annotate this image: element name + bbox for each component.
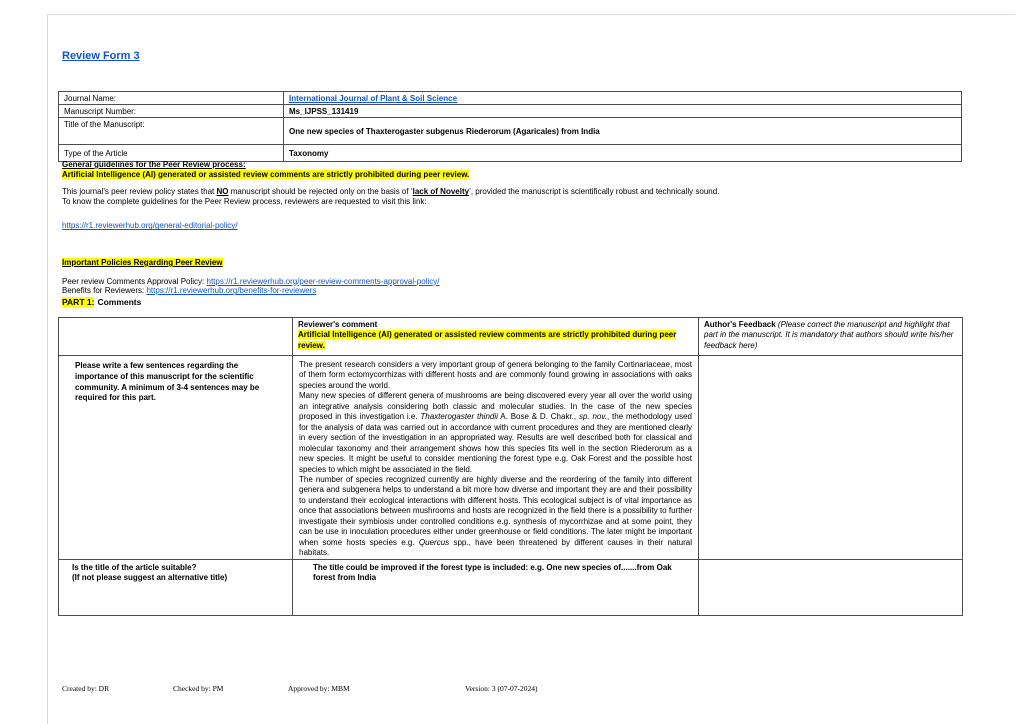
comment-paragraph-2 [299, 391, 692, 475]
part1-title: Comments [97, 297, 142, 307]
author-feedback-header-cell [699, 318, 963, 356]
footer-version: Version: 3 (07-07-2024) [465, 684, 538, 693]
importance-comment-cell [293, 356, 699, 560]
comments-header-row [59, 318, 963, 356]
manuscript-title-row [59, 118, 962, 145]
comment-p2-text: Many new species of different genera of mushrooms are being discovered every year all over the world using an integrative analysis considering both classic and molecular studies. In the case of the new species proposed in this investigation i.e. [299, 391, 692, 422]
benefits-label: Benefits for Reviewers: [62, 286, 147, 296]
general-editorial-policy-link[interactable]: https://r1.reviewerhub.org/general-editorial-policy/ [62, 221, 238, 231]
importance-question: Please write a few sentences regarding the importance of this manuscript for the scientific community. A minimum of 3-4 sentences may be required for this part. [75, 361, 260, 403]
visit-link-instruction: To know the complete guidelines for the Peer Review process, reviewers are requested to visit this link: [62, 196, 427, 206]
comment-p2-rest: , the methodology used for the analysis of data was carried out in accordance with current procedures and they are mentioned clearly in every section of the investigation in an appropriated way. Results are well described both for classical and molecular taxonomy and their arrangement shows how this species fits well in the section Riederorum as a new species. It might be useful to consider mentioning the forest type e.g. Oak Forest and the possible host species to which might be associated in the field. [299, 412, 693, 474]
title-question-line2: (If not please suggest an alternative title) [72, 573, 228, 583]
title-question-line1: Is the title of the article suitable? [72, 562, 197, 572]
footer-checked-by: Checked by: PM [173, 684, 224, 693]
comment-paragraph-3 [299, 475, 692, 559]
title-comment-cell [293, 559, 699, 615]
page-edge-horizontal-line [47, 14, 1015, 15]
author-feedback-cell-1[interactable] [699, 356, 963, 560]
policy-novelty-phrase: lack of Novelty [412, 187, 470, 197]
journal-name-value-cell [284, 92, 962, 105]
title-question-cell [59, 559, 293, 615]
comment-p2-authors: A. Bose & D. Chakr., [497, 412, 579, 422]
policy-statement-mid: manuscript should be rejected only on the basis of ‘ [228, 187, 413, 197]
approval-policy-label: Peer review Comments Approval Policy: [62, 276, 207, 286]
ai-prohibition-line [62, 170, 962, 180]
policy-no-word: NO [216, 187, 229, 197]
manuscript-title-label: Title of the Manuscript: [59, 118, 284, 145]
reviewer-comment-header: Reviewer's comment [298, 320, 378, 329]
title-suitability-row [59, 559, 963, 615]
reviewer-ai-notice-line [298, 330, 693, 351]
article-type-value: Taxonomy [284, 145, 962, 162]
article-type-label: Type of the Article [59, 145, 284, 162]
manuscript-title-value: One new species of Thaxterogaster subgenus Riederorum (Agaricales) from India [284, 118, 962, 145]
comment-p3-rest: spp., have been threatened by different causes in their natural habitats. [299, 537, 692, 558]
important-policies-line [62, 258, 962, 268]
benefits-line [62, 286, 962, 296]
title-comment: The title could be improved if the forest type is included: e.g. One new species of.......from Oak forest from India [313, 562, 672, 583]
benefits-link[interactable]: https://r1.reviewerhub.org/benefits-for-reviewers [146, 286, 317, 296]
sp-nov-italic: sp. nov. [578, 412, 607, 422]
journal-name-row [59, 92, 962, 105]
article-type-row [59, 145, 962, 162]
author-feedback-instructions: (Please correct the manuscript and highlight that part in the manuscript. It is mandatory that authors should write his/her feedback here) [704, 320, 954, 350]
approval-policy-line [62, 277, 962, 287]
manuscript-number-label: Manuscript Number: [59, 105, 284, 118]
species-name-italic: Thaxterogaster thindii [420, 412, 498, 422]
manuscript-info-table [58, 91, 962, 162]
comment-p3-text: The number of species recognized currently are highly diverse and the reordering of the family into different genera and subgenera helps to understand a bit more how diverse and important they are and their possibility to understand their ecological interactions with different hosts. This ecological subject is of vital importance as once that associations between mushrooms and hosts are recognized in the field there is a possibility to further investigate their symbiosis under controlled conditions e.g. synthesis of mycorrhizae and at some point, they can be use in inoculation procedures either under greenhouse or field conditions. The later might be important when some hosts species e.g. [299, 474, 692, 547]
policy-statement-pre: This journal's peer review policy states that [62, 187, 217, 197]
manuscript-number-row [59, 105, 962, 118]
policy-statement [62, 187, 962, 197]
page-edge-vertical-line [47, 14, 48, 724]
guidelines-heading: General guidelines for the Peer Review process: [62, 160, 246, 169]
comment-paragraph-1: The present research considers a very important group of genera belonging to the family Cortinariaceae, most of them form ectomycorrhizas with different hosts and are commonly found growing in associations with oaks species around the world. [299, 360, 692, 390]
quercus-italic: Quercus [418, 537, 450, 547]
manuscript-number-value: Ms_IJPSS_131419 [284, 105, 962, 118]
important-policies-heading: Important Policies Regarding Peer Review [62, 257, 223, 267]
importance-row [59, 356, 963, 560]
approval-policy-link[interactable]: https://r1.reviewerhub.org/peer-review-comments-approval-policy/ [206, 276, 440, 286]
journal-name-label: Journal Name: [59, 92, 284, 105]
author-feedback-header: Author's Feedback [704, 320, 776, 329]
importance-question-cell [59, 356, 293, 560]
header-empty-cell [59, 318, 293, 356]
guidelines-section [62, 160, 962, 296]
editorial-policy-link-line [62, 221, 962, 231]
document-footer [0, 684, 1024, 696]
page-title: Review Form 3 [62, 50, 140, 62]
policy-statement-post: ’, provided the manuscript is scientifically robust and technically sound. [469, 187, 720, 197]
comments-table [58, 317, 963, 616]
reviewer-ai-notice: Artificial Intelligence (AI) generated or assisted review comments are strictly prohibited during peer review. [298, 330, 677, 350]
author-feedback-cell-2[interactable] [699, 559, 963, 615]
footer-approved-by: Approved by: MBM [288, 684, 350, 693]
part1-label: PART 1: [62, 297, 95, 307]
footer-created-by: Created by: DR [62, 684, 110, 693]
reviewer-comment-header-cell [293, 318, 699, 356]
part1-heading [62, 297, 141, 307]
ai-prohibition-notice: Artificial Intelligence (AI) generated or assisted review comments are strictly prohibited during peer review. [62, 169, 470, 179]
journal-name-link[interactable]: International Journal of Plant & Soil Science [289, 94, 458, 103]
